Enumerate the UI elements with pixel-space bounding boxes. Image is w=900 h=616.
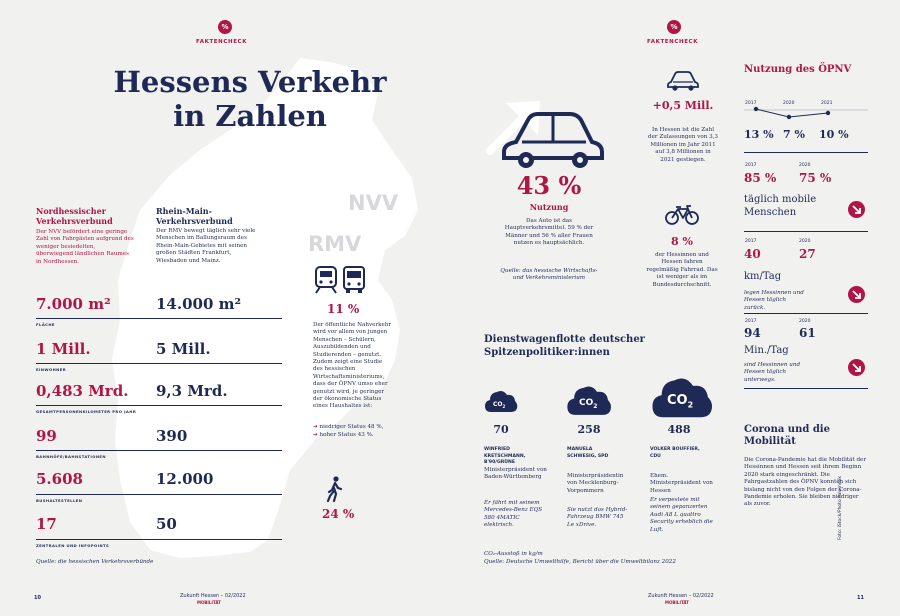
oepnv-value-3: 10 % — [819, 128, 849, 141]
stat-label-residents: EINWOHNER — [36, 367, 67, 372]
faktencheck-badge-icon: % — [218, 20, 232, 34]
co2-label-large: $CO_2$ — [667, 393, 694, 410]
km-year-2: 2020 — [799, 239, 811, 244]
stat-rmv-bus-stops: 12.000 — [156, 470, 214, 488]
arrow-right-icon: ➔ — [313, 432, 320, 438]
corona-text: Die Corona-Pandemie hat die Mobilität der Hessinnen und Hessen seit ihrem Beginn 2020 stark eingeschränkt. Die Fahrgastzahlen des ÖPNV konnten sich bislang nicht von den Folgen der Corona-Pandemie erholen. Sie bleiben niedriger als zuvor. — [744, 457, 867, 508]
fleet-name-bouffier: VOLKER BOUFFIER, CDU — [650, 447, 700, 459]
minutes-value-1: 94 — [744, 326, 761, 340]
nvv-text: Der NVV befördert eine geringe Zahl von Fahrgästen aufgrund des weniger besiedelten, überwiegend ländlichen Raumes in Nordhessen. — [36, 229, 134, 265]
bus-icon — [342, 266, 366, 294]
rmv-heading: Rhein-Main-Verkehrsverbund — [156, 206, 233, 226]
stat-rmv-infopoints: 50 — [156, 515, 177, 533]
right-divider — [744, 152, 868, 153]
fleet-value-kretschmann: 70 — [493, 423, 509, 436]
fleet-unit: CO₂-Ausstoß in kg/m — [484, 551, 543, 557]
fleet-role-schwesig: Ministerpräsidentin von Mecklenburg-Vorpommern — [567, 473, 624, 494]
fleet-name-kretschmann: WINFRIED KRETSCHMANN, B'90/GRÜNE — [484, 447, 526, 466]
daily-value-1: 85 % — [744, 171, 777, 185]
walking-percent: 24 % — [322, 507, 355, 521]
stat-nvv-passenger-km: 0,483 Mrd. — [36, 382, 129, 400]
right-divider — [744, 313, 868, 314]
daily-label: täglich mobile Menschen — [744, 194, 817, 218]
low-status-line: ➔ niedriger Status 48 %, — [313, 424, 384, 430]
car-icon-large — [498, 106, 608, 170]
map-label-nvv: NVV — [348, 191, 399, 215]
car-usage-source: Quelle: das hessische Wirtschafts- und Verkehrsministerium — [500, 268, 598, 282]
registrations-value: +0,5 Mill. — [652, 99, 714, 112]
footer-section-left: MOBILITÄT — [197, 600, 221, 605]
car-usage-percent: 43 % — [516, 171, 582, 200]
arrow-down-right-icon — [848, 286, 865, 303]
km-note: legen Hessinnen und Hessen täglich zurück. — [744, 290, 804, 311]
stat-nvv-residents: 1 Mill. — [36, 340, 91, 358]
walking-person-icon — [326, 476, 344, 502]
daily-year-2: 2020 — [799, 163, 811, 168]
public-transport-text: Der öffentliche Nahverkehr wird vor allem von jungen Menschen – Schülern, Auszubildenden und Studierenden – genutzt. Zudem zeigt eine Studie des hessischen Wirtschaftsministeriums, dass der ÖPNV umso eher genutzt wird, je geringer der ökonomische Status eines Haushaltes ist: — [313, 322, 392, 410]
minutes-year-1: 2017 — [745, 319, 757, 324]
stat-rmv-residents: 5 Mill. — [156, 340, 211, 358]
bike-text: der Hessinnen und Hessen fahren regelmäßig Fahrrad. Das ist weniger als im Bundesdurchschnitt. — [646, 252, 718, 288]
stat-rmv-area: 14.000 m² — [156, 295, 242, 313]
arrow-right-icon: ➔ — [313, 424, 320, 430]
footer-section-right: MOBILITÄT — [665, 600, 689, 605]
left-source: Quelle: die hessischen Verkehrsverbünde — [36, 559, 154, 565]
co2-label-small: $CO_2$ — [493, 401, 506, 410]
faktencheck-badge-icon: % — [667, 20, 681, 34]
footer-publication-left: Zukunft Hessen – 02/2022 — [180, 593, 246, 599]
arrow-down-right-icon — [848, 201, 865, 218]
car-usage-label: Nutzung — [529, 202, 569, 212]
row-divider — [36, 405, 282, 406]
fleet-value-bouffier: 488 — [667, 423, 691, 436]
fleet-source: Quelle: Deutsche Umwelthilfe, Bericht über die Umweltbilanz 2022 — [484, 559, 676, 565]
km-value-1: 40 — [744, 247, 761, 261]
minutes-year-2: 2020 — [799, 319, 811, 324]
fleet-note-kretschmann: Er fährt mit seinem Mercedes-Benz EQS 580 4MATIC elektrisch. — [484, 500, 543, 529]
daily-year-1: 2017 — [745, 163, 757, 168]
stat-label-infopoints: ZENTRALEN UND INFOPOINTS — [36, 543, 110, 548]
bike-percent: 8 % — [671, 235, 693, 248]
row-divider — [36, 363, 282, 364]
km-label: km/Tag — [744, 271, 782, 282]
fleet-role-kretschmann: Ministerpräsident von Baden-Württemberg — [484, 467, 547, 481]
public-transport-percent: 11 % — [327, 302, 360, 316]
car-usage-text: Das Auto ist das Hauptverkehrsmittel. 59 % der Männer und 56 % aller Frauen nutzen es hauptsächlich. — [504, 218, 594, 247]
oepnv-year-3: 2021 — [821, 101, 833, 106]
fleet-note-bouffier: Er verpestete mit seinem gepanzerten Audi A8 L quattro Security erheblich die Luft. — [650, 497, 713, 533]
oepnv-value-2: 7 % — [783, 128, 805, 141]
rmv-text: Der RMV bewegt täglich sehr viele Menschen im Ballungsraum des Rhein-Main-Gebietes mit seinen großen Städten Frankfurt, Wiesbaden und Mainz. — [156, 228, 256, 264]
row-divider — [36, 494, 282, 495]
stat-rmv-passenger-km: 9,3 Mrd. — [156, 382, 228, 400]
km-year-1: 2017 — [745, 239, 757, 244]
oepnv-trend-line — [744, 104, 868, 122]
registrations-text: In Hessen ist die Zahl der Zulassungen von 3,3 Millionen im Jahr 2011 auf 3,8 Millionen in 2021 gestiegen. — [648, 127, 718, 163]
footer-page-number-left: 10 — [34, 595, 41, 601]
minutes-value-2: 61 — [799, 326, 816, 340]
oepnv-value-1: 13 % — [744, 128, 774, 141]
kicker-left: FAKTENCHECK — [196, 39, 248, 45]
car-icon-small — [666, 70, 700, 92]
stat-label-stations: BAHNHÖFE/BAHNSTATIONEN — [36, 454, 107, 459]
oepnv-year-1: 2017 — [745, 101, 757, 106]
row-divider — [36, 450, 282, 451]
daily-value-2: 75 % — [799, 171, 832, 185]
stat-nvv-infopoints: 17 — [36, 515, 57, 533]
right-divider — [744, 231, 868, 232]
bicycle-icon — [664, 204, 700, 226]
minutes-label: Min./Tag — [744, 345, 789, 356]
oepnv-year-2: 2020 — [783, 101, 795, 106]
stat-rmv-stations: 390 — [156, 427, 188, 445]
right-divider — [744, 388, 868, 389]
map-label-rmv: RMV — [308, 232, 362, 256]
arrow-down-right-icon — [848, 359, 865, 376]
fleet-name-schwesig: MANUELA SCHWESIG, SPD — [567, 447, 609, 459]
page-title: Hessens Verkehr in Zahlen — [113, 65, 387, 133]
kicker-right: FAKTENCHECK — [647, 39, 699, 45]
stat-label-passenger-km: GESAMTPERSONENKILOMETER PRO JAHR — [36, 409, 137, 414]
stat-label-area: FLÄCHE — [36, 322, 55, 327]
km-value-2: 27 — [799, 247, 816, 261]
stat-nvv-bus-stops: 5.608 — [36, 470, 83, 488]
nvv-heading: Nordhessischer Verkehrsverbund — [36, 206, 113, 226]
footer-page-number-right: 11 — [857, 595, 864, 601]
train-icon — [314, 266, 338, 294]
row-divider — [36, 539, 282, 540]
minutes-note: sind Hessinnen und Hessen täglich unterwegs. — [744, 362, 801, 383]
high-status-line: ➔ hoher Status 43 %. — [313, 432, 374, 438]
row-divider — [36, 318, 282, 319]
photo-credit: Foto: iStock/Photo Palommik — [838, 475, 843, 540]
fleet-heading: Dienstwagenflotte deutscher Spitzenpolitiker:innen — [484, 334, 645, 358]
fleet-role-bouffier: Ehem. Ministerpräsident von Hessen — [650, 473, 713, 494]
oepnv-heading: Nutzung des ÖPNV — [744, 64, 852, 75]
co2-label-medium: $CO_2$ — [579, 398, 598, 410]
fleet-note-schwesig: Sie nutzt das Hybrid-Fahrzeug BMW 745 Le xDrive. — [567, 507, 628, 528]
footer-publication-right: Zukunft Hessen – 02/2022 — [648, 593, 714, 599]
fleet-value-schwesig: 258 — [577, 423, 601, 436]
stat-nvv-stations: 99 — [36, 427, 57, 445]
stat-label-bus-stops: BUSHALTESTELLEN — [36, 498, 83, 503]
corona-heading: Corona und die Mobilität — [744, 424, 830, 447]
stat-nvv-area: 7.000 m² — [36, 295, 111, 313]
